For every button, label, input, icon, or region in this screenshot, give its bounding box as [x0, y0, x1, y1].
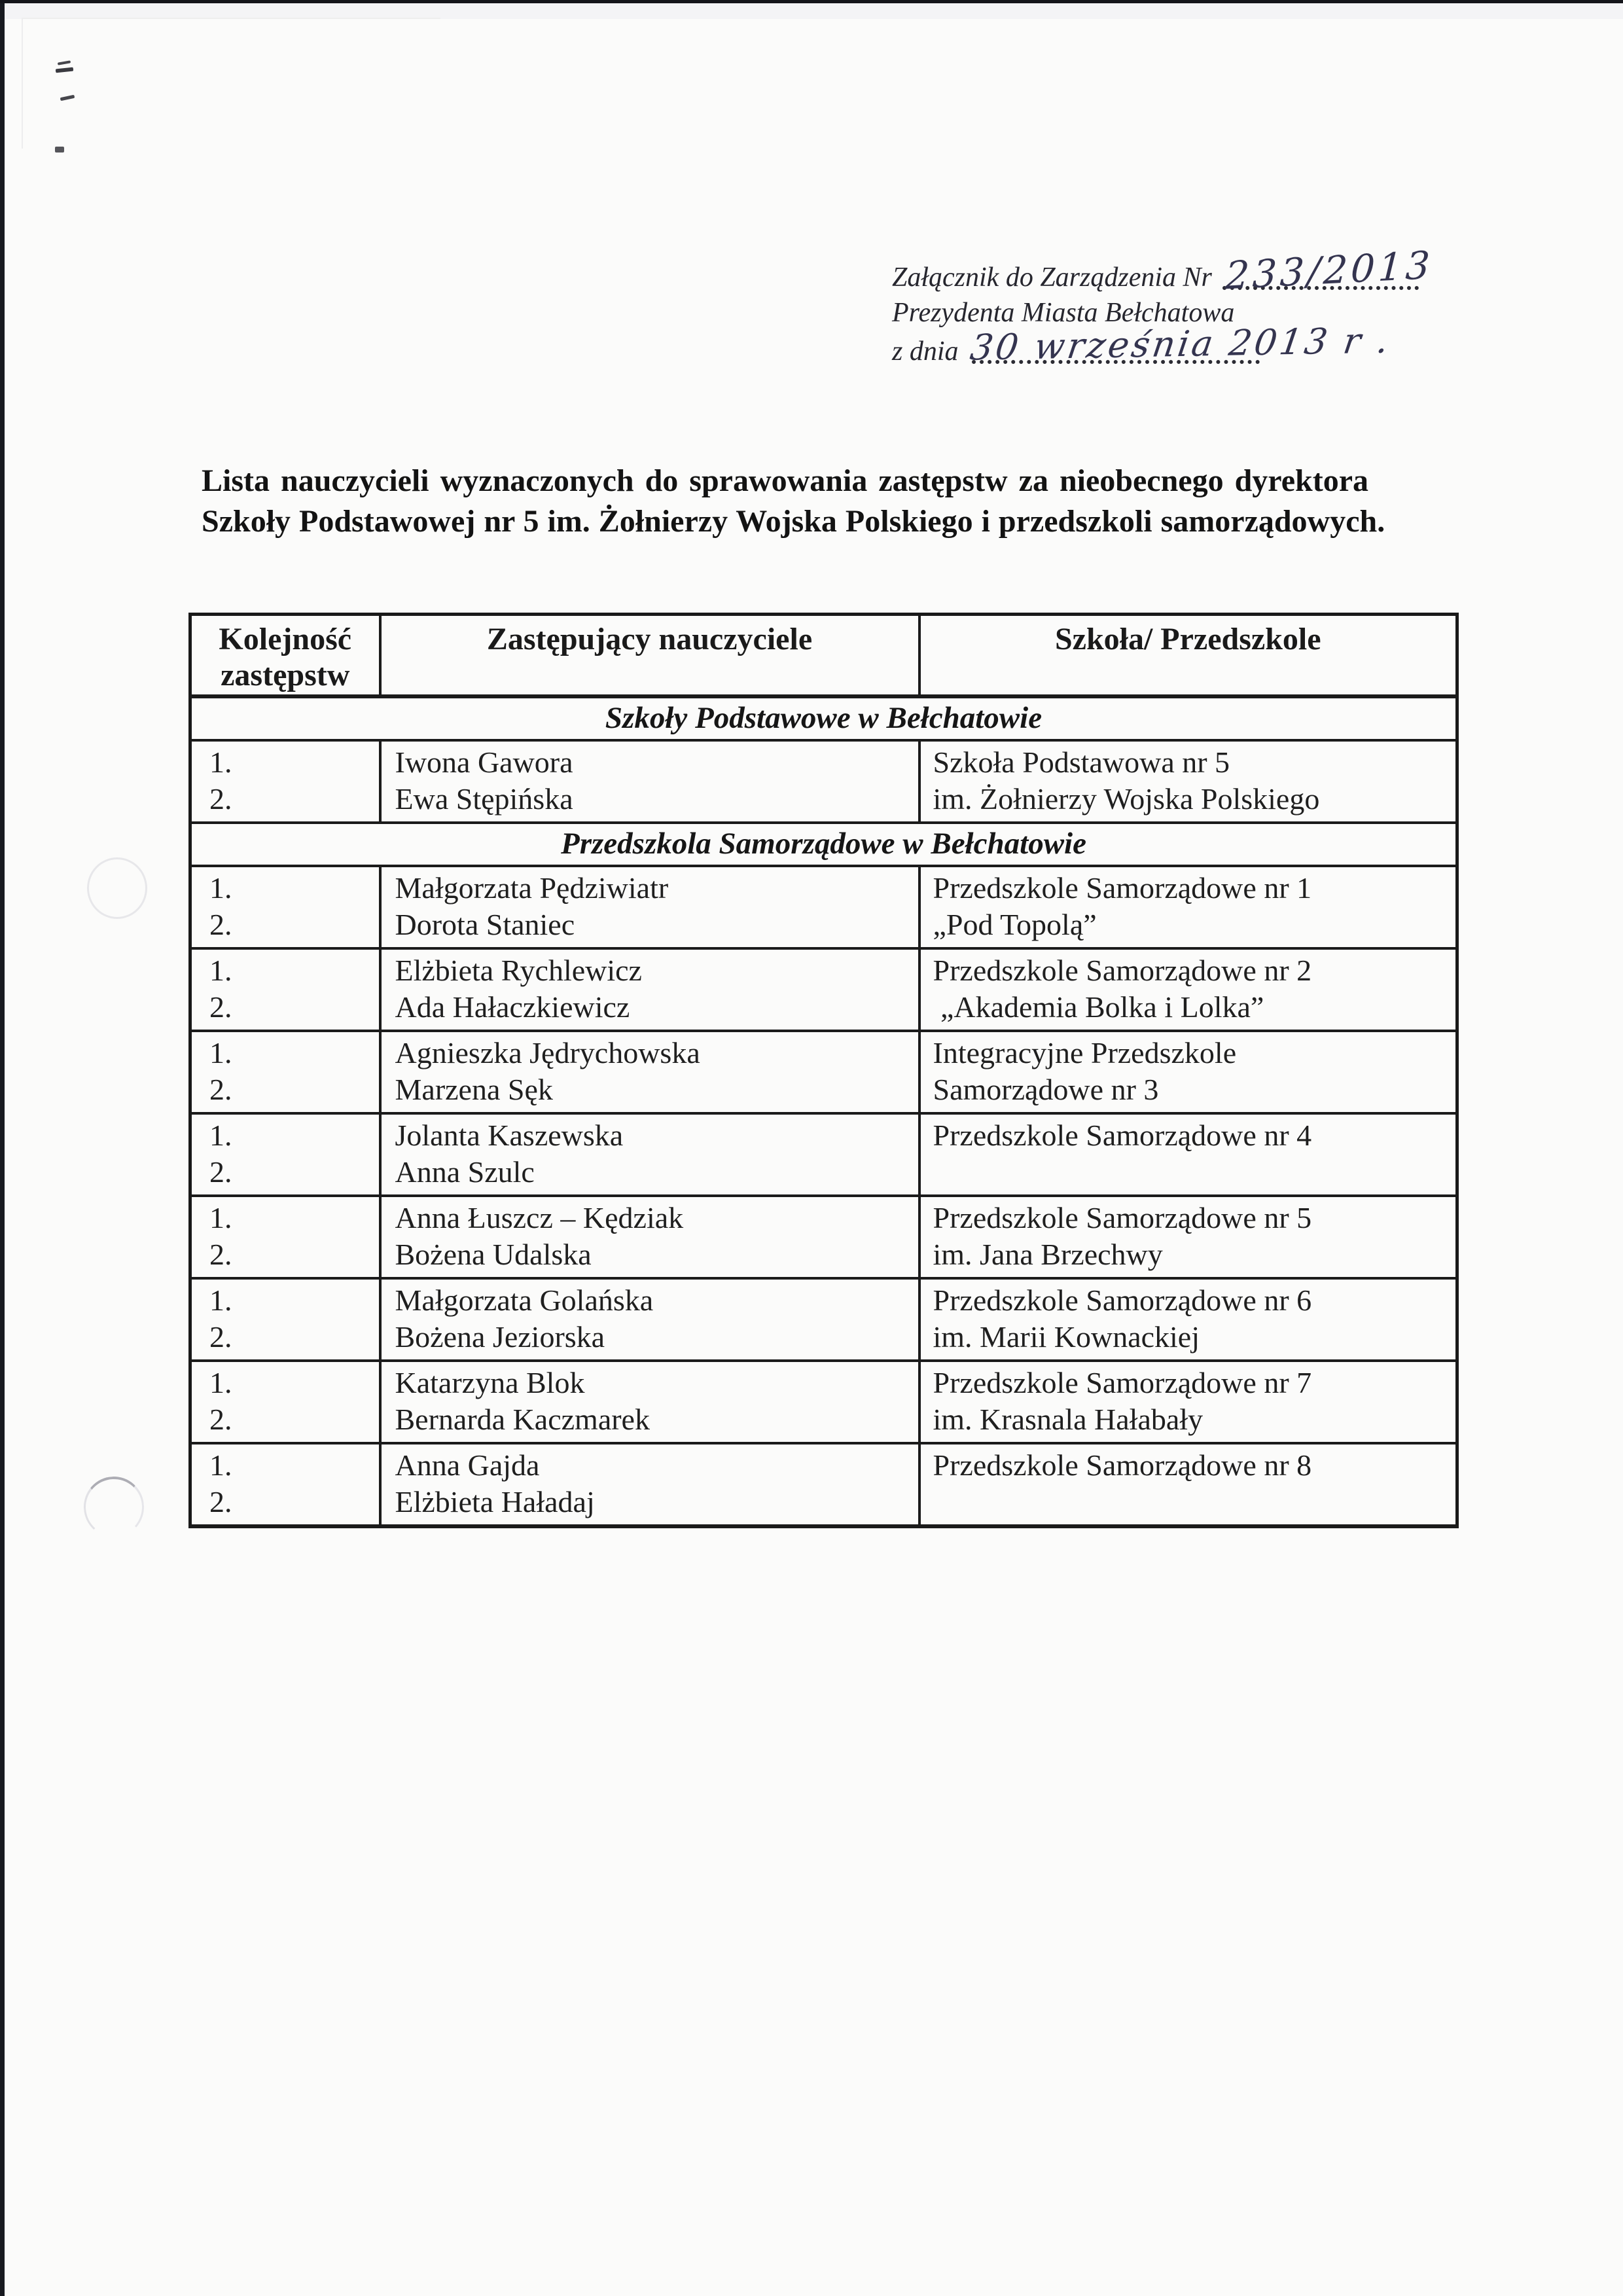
cell-teachers: [380, 1113, 919, 1196]
cell-line: „Pod Topolą”: [933, 908, 1097, 941]
ink-speck: [58, 60, 71, 65]
section-row: [190, 696, 1457, 740]
cell-school: [919, 866, 1457, 948]
cell-school: [919, 1443, 1457, 1526]
cell-school: [919, 740, 1457, 823]
cell-line: 1.: [209, 871, 232, 905]
cell-teachers: [380, 1196, 919, 1278]
annotation-line-1: [892, 242, 1435, 298]
cell-school: [919, 1361, 1457, 1443]
section-title: Przedszkola Samorządowe w Bełchatowie: [190, 823, 1457, 866]
cell-line: Integracyjne Przedszkole: [933, 1036, 1237, 1069]
cell-order: [190, 1031, 380, 1113]
cell-school: [919, 1113, 1457, 1196]
cell-line: 2.: [209, 1238, 232, 1271]
cell-line: 2.: [209, 1485, 232, 1518]
cell-line: 1.: [209, 1283, 232, 1317]
cell-line: Dorota Staniec: [395, 908, 575, 941]
ink-speck: [56, 67, 73, 73]
cell-line: Agnieszka Jędrychowska: [395, 1036, 700, 1069]
cell-order: [190, 1113, 380, 1196]
cell-line: 2.: [209, 782, 232, 816]
cell-school: [919, 1196, 1457, 1278]
ink-speck: [60, 95, 75, 101]
attachment-annotation: [892, 242, 1435, 369]
cell-line: Elżbieta Haładaj: [395, 1485, 595, 1518]
table-row: [190, 1031, 1457, 1113]
cell-line: Małgorzata Golańska: [395, 1283, 654, 1317]
cell-line: 2.: [209, 1155, 232, 1189]
cell-line: im. Jana Brzechwy: [933, 1238, 1163, 1271]
cell-line: 1.: [209, 1036, 232, 1069]
table-row: [190, 1196, 1457, 1278]
ordinance-number-field: [1219, 242, 1435, 298]
cell-teachers: [380, 1361, 919, 1443]
cell-line: Katarzyna Blok: [395, 1366, 585, 1399]
document-title-line-1: Lista nauczycieli wyznaczonych do sprawowania zastępstw za nieobecnego dyrektora: [202, 463, 1368, 498]
cell-line: 1.: [209, 1119, 232, 1152]
cell-order: [190, 740, 380, 823]
table-row: [190, 1443, 1457, 1526]
paper-edge-line-vertical: [22, 18, 23, 149]
cell-school: [919, 1278, 1457, 1361]
scan-edge-left: [0, 0, 5, 2296]
cell-line: 2.: [209, 908, 232, 941]
section-row: [190, 823, 1457, 866]
annotation-date-label: z dnia: [892, 336, 959, 367]
cell-teachers: [380, 740, 919, 823]
section-title: Szkoły Podstawowe w Bełchatowie: [190, 696, 1457, 740]
column-header: Kolejność zastępstw: [190, 615, 380, 697]
cell-line: Bożena Jeziorska: [395, 1320, 605, 1354]
cell-line: Przedszkole Samorządowe nr 6: [933, 1283, 1312, 1317]
cell-line: „Akademia Bolka i Lolka”: [933, 990, 1264, 1024]
cell-line: Przedszkole Samorządowe nr 5: [933, 1201, 1312, 1234]
scan-artifact-circle: [82, 1475, 146, 1539]
cell-line: 1.: [209, 954, 232, 987]
annotation-ordinance-label: Załącznik do Zarządzenia Nr: [892, 262, 1212, 293]
cell-line: [933, 1484, 1456, 1520]
cell-teachers: [380, 1278, 919, 1361]
cell-teachers: [380, 948, 919, 1031]
cell-line: Przedszkole Samorządowe nr 8: [933, 1448, 1312, 1482]
table-row: [190, 1278, 1457, 1361]
document-title-line-2: Szkoły Podstawowej nr 5 im. Żołnierzy Wojska Polskiego i przedszkoli samorządowych.: [202, 504, 1385, 539]
cell-line: Elżbieta Rychlewicz: [395, 954, 642, 987]
cell-teachers: [380, 1031, 919, 1113]
table-body: [190, 696, 1457, 1526]
cell-line: im. Marii Kownackiej: [933, 1320, 1200, 1354]
cell-teachers: [380, 1443, 919, 1526]
cell-line: Iwona Gawora: [395, 745, 573, 779]
table-row: [190, 1361, 1457, 1443]
cell-line: Anna Łuszcz – Kędziak: [395, 1201, 684, 1234]
table-row: [190, 948, 1457, 1031]
cell-line: Przedszkole Samorządowe nr 2: [933, 954, 1312, 987]
header-row: [190, 615, 1457, 697]
column-header: Zastępujący nauczyciele: [380, 615, 919, 697]
cell-line: Anna Gajda: [395, 1448, 540, 1482]
cell-line: 2.: [209, 1403, 232, 1436]
cell-line: 1.: [209, 1366, 232, 1399]
cell-line: Samorządowe nr 3: [933, 1073, 1159, 1106]
column-header: Szkoła/ Przedszkole: [919, 615, 1457, 697]
cell-line: Marzena Sęk: [395, 1073, 553, 1106]
scan-artifact-circle: [87, 857, 147, 919]
cell-line: Ada Hałaczkiewicz: [395, 990, 630, 1024]
cell-line: 1.: [209, 1201, 232, 1234]
cell-line: Małgorzata Pędziwiatr: [395, 871, 669, 905]
cell-line: Przedszkole Samorządowe nr 4: [933, 1119, 1312, 1152]
cell-line: [933, 1154, 1456, 1191]
cell-line: Jolanta Kaszewska: [395, 1119, 624, 1152]
cell-teachers: [380, 866, 919, 948]
cell-school: [919, 1031, 1457, 1113]
cell-line: 2.: [209, 990, 232, 1024]
handwritten-ordinance-number: 233/2013: [1224, 242, 1435, 298]
date-field: [965, 319, 1394, 369]
cell-line: Anna Szulc: [395, 1155, 535, 1189]
cell-line: Przedszkole Samorządowe nr 1: [933, 871, 1312, 905]
cell-order: [190, 1361, 380, 1443]
table-row: [190, 866, 1457, 948]
cell-line: 2.: [209, 1073, 232, 1106]
annotation-line-3: [892, 319, 1427, 369]
ink-speck: [55, 147, 64, 152]
cell-order: [190, 1196, 380, 1278]
cell-line: im. Krasnala Hałabały: [933, 1403, 1204, 1436]
cell-line: 1.: [209, 1448, 232, 1482]
cell-line: Przedszkole Samorządowe nr 7: [933, 1366, 1312, 1399]
cell-line: 1.: [209, 745, 232, 779]
cell-school: [919, 948, 1457, 1031]
cell-line: im. Żołnierzy Wojska Polskiego: [933, 782, 1320, 816]
cell-order: [190, 866, 380, 948]
cell-line: Bożena Udalska: [395, 1238, 592, 1271]
table-row: [190, 740, 1457, 823]
paper-edge-line-horizontal: [22, 18, 440, 19]
cell-order: [190, 948, 380, 1031]
cell-line: 2.: [209, 1320, 232, 1354]
handwritten-date: 30 września 2013 r .: [967, 319, 1394, 368]
cell-line: Szkoła Podstawowa nr 5: [933, 745, 1230, 779]
cell-order: [190, 1278, 380, 1361]
cell-line: Bernarda Kaczmarek: [395, 1403, 650, 1436]
cell-order: [190, 1443, 380, 1526]
substitutes-table: [188, 613, 1459, 1528]
document-title: [202, 461, 1385, 542]
table-row: [190, 1113, 1457, 1196]
annotation-line-2: Prezydenta Miasta Bełchatowa: [892, 298, 1235, 328]
scan-top-band: [5, 3, 1623, 19]
cell-line: Ewa Stępińska: [395, 782, 573, 816]
